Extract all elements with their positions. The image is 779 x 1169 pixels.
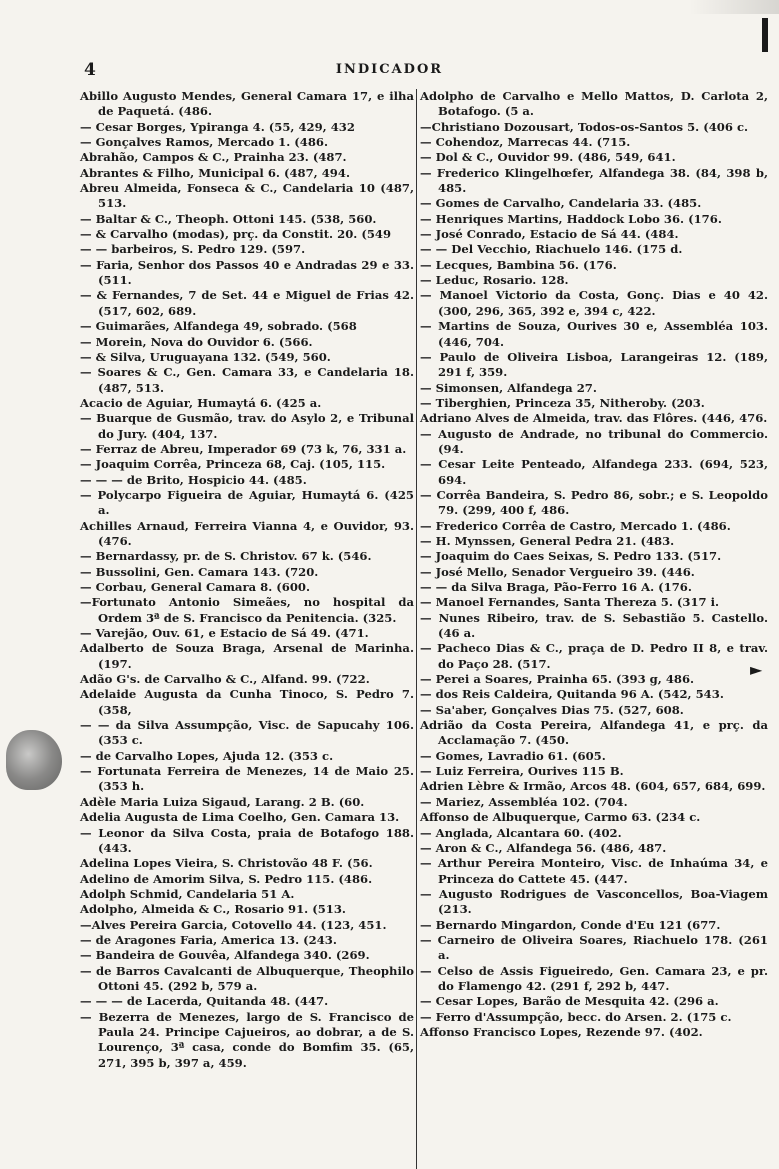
index-entry: — Cohendoz, Marrecas 44. (715.: [420, 135, 631, 150]
index-entry: Affonso de Albuquerque, Carmo 63. (234 c.: [420, 810, 701, 825]
index-entry: — Joaquim Corrêa, Princeza 68, Caj. (105, 115.: [80, 457, 386, 472]
index-entry: — Faria, Senhor dos Passos 40 e Andradas 29 e 33. (511.: [80, 257, 414, 288]
column-divider: [416, 89, 417, 1169]
index-entry: Abrahão, Campos & C., Prainha 23. (487.: [80, 150, 347, 165]
index-entry: — Celso de Assis Figueiredo, Gen. Camara 23, e pr. do Flamengo 42. (291 f, 292 b, 447.: [420, 963, 768, 993]
index-entry: — Soares & C., Gen. Camara 33, e Candelaria 18. (487, 513.: [80, 365, 414, 395]
index-entry: Abrantes & Filho, Municipal 6. (487, 494.: [80, 165, 350, 180]
index-entry: — Bernardassy, pr. de S. Christov. 67 k. (546.: [80, 549, 372, 564]
index-entry: — H. Mynssen, General Pedra 21. (483.: [420, 533, 675, 548]
index-entry: — Gomes, Lavradio 61. (605.: [420, 748, 606, 763]
index-entry: — Corbau, General Camara 8. (600.: [80, 580, 311, 594]
index-entry: — Ferro d'Assumpção, becc. do Arsen. 2. (175 c.: [420, 1009, 732, 1024]
index-entry: — Fortunata Ferreira de Menezes, 14 de Maio 25. (353 h.: [80, 764, 414, 794]
index-entry: — Frederico Corrêa de Castro, Mercado 1. (486.: [420, 518, 731, 533]
index-entry: — Guimarães, Alfandega 49, sobrado. (568: [80, 319, 357, 334]
index-entry: —Christiano Dozousart, Todos-os-Santos 5. (406 c.: [420, 119, 749, 134]
index-entry: — Corrêa Bandeira, S. Pedro 86, sobr.; e S. Leopoldo 79. (299, 400 f, 486.: [420, 487, 768, 518]
index-entry: Adelia Augusta de Lima Coelho, Gen. Camara 13.: [80, 810, 400, 825]
index-entry: — dos Reis Caldeira, Quitanda 96 A. (542, 543.: [420, 687, 724, 702]
index-entry: — de Barros Cavalcanti de Albuquerque, Theophilo Ottoni 45. (292 b, 579 a.: [80, 963, 414, 993]
index-entry: — Varejão, Ouv. 61, e Estacio de Sá 49. (471.: [80, 626, 369, 641]
index-entry: — Arthur Pereira Monteiro, Visc. de Inhaúma 34, e Princeza do Cattete 45. (447.: [420, 856, 768, 886]
index-entry: — Frederico Klingelhœfer, Alfandega 38. (84, 398 b, 485.: [420, 165, 768, 196]
index-entry: — Lecques, Bambina 56. (176.: [420, 257, 617, 272]
index-entry: — Manoel Fernandes, Santa Thereza 5. (317 i.: [420, 595, 720, 610]
index-entry: — & Fernandes, 7 de Set. 44 e Miguel de Frias 42. (517, 602, 689.: [80, 288, 414, 318]
index-entry: — — barbeiros, S. Pedro 129. (597.: [80, 242, 306, 257]
index-entry: Achilles Arnaud, Ferreira Vianna 4, e Ouvidor, 93. (476.: [80, 518, 414, 548]
index-entry: — Manoel Victorio da Costa, Gonç. Dias e 40 42. (300, 296, 365, 392 e, 394 c, 422.: [420, 288, 768, 318]
index-entry: — José Conrado, Estacio de Sá 44. (484.: [420, 227, 679, 242]
index-entry: Abreu Almeida, Fonseca & C., Candelaria 10 (487, 513.: [80, 181, 414, 211]
index-entry: — Bernardo Mingardon, Conde d'Eu 121 (677.: [420, 917, 721, 932]
index-entry: — Paulo de Oliveira Lisboa, Larangeiras 12. (189, 291 f, 359.: [420, 349, 768, 380]
index-entry: — — da Silva Assumpção, Visc. de Sapucahy 106. (353 c.: [80, 718, 414, 748]
index-entry: — Augusto de Andrade, no tribunal do Commercio. (94.: [420, 426, 768, 456]
index-entry: Adelaide Augusta da Cunha Tinoco, S. Pedro 7. (358,: [80, 687, 414, 717]
index-entry: — Ferraz de Abreu, Imperador 69 (73 k, 76, 331 a.: [80, 441, 407, 456]
edge-tab-mark: [762, 18, 768, 52]
index-entry: — Martins de Souza, Ourives 30 e, Assembléa 103. (446, 704.: [420, 319, 768, 349]
index-entry: — Leduc, Rosario. 128.: [420, 273, 569, 288]
index-entry: — — — de Lacerda, Quitanda 48. (447.: [80, 994, 329, 1009]
index-entry: Adelina Lopes Vieira, S. Christovão 48 F. (56.: [80, 856, 373, 871]
index-entry: —Fortunato Antonio Simeães, no hospital da Ordem 3ª de S. Francisco da Penitencia. (325.: [80, 595, 414, 625]
index-entry: — Mariez, Assembléa 102. (704.: [420, 794, 628, 809]
index-entry: — Pacheco Dias & C., praça de D. Pedro II 8, e trav. do Paço 28. (517.: [420, 641, 768, 671]
index-entry: — Nunes Ribeiro, trav. de S. Sebastião 5. Castello. (46 a.: [420, 610, 768, 641]
index-entry: — Leonor da Silva Costa, praia de Botafogo 188. (443.: [80, 825, 414, 855]
left-column: [80, 89, 414, 1071]
index-entry: — Aron & C., Alfandega 56. (486, 487.: [420, 840, 667, 855]
index-entry: — Henriques Martins, Haddock Lobo 36. (176.: [420, 211, 722, 226]
ink-blot-stain: [6, 730, 62, 790]
index-entry: —Alves Pereira Garcia, Cotovello 44. (123, 451.: [80, 917, 387, 932]
index-entry: Adrien Lèbre & Irmão, Arcos 48. (604, 657, 684, 699.: [420, 779, 766, 794]
index-entry: Adriano Alves de Almeida, trav. das Flôres. (446, 476.: [420, 411, 768, 426]
index-entry: — Polycarpo Figueira de Aguiar, Humaytá 6. (425 a.: [80, 487, 414, 518]
corner-stain: [689, 0, 779, 14]
index-entry: — Sa'aber, Gonçalves Dias 75. (527, 608.: [420, 702, 684, 717]
index-entry: — Cesar Borges, Ypiranga 4. (55, 429, 432: [80, 119, 355, 134]
index-entry: — Gonçalves Ramos, Mercado 1. (486.: [80, 135, 328, 150]
index-entry: — de Aragones Faria, America 13. (243.: [80, 932, 337, 947]
page-number: 4: [84, 60, 96, 80]
margin-arrow-icon: ►: [750, 660, 763, 679]
index-entry: — José Mello, Senador Vergueiro 39. (446.: [420, 564, 695, 579]
index-entry: Adrião da Costa Pereira, Alfandega 41, e prç. da Acclamação 7. (450.: [420, 718, 768, 748]
index-entry: — Morein, Nova do Ouvidor 6. (566.: [80, 334, 313, 349]
index-entry: — Carneiro de Oliveira Soares, Riachuelo 178. (261 a.: [420, 932, 768, 963]
index-entry: — Bezerra de Menezes, largo de S. Francisco de Paula 24. Principe Cajueiros, ao dobrar, a de S. Lourenço, 3ª casa, conde do Bomfim 35. (65, 271, 395 b, 397 a, 459.: [80, 1009, 414, 1070]
index-entry: Adolpho, Almeida & C., Rosario 91. (513.: [80, 902, 346, 917]
index-entry: — & Silva, Uruguayana 132. (549, 560.: [80, 349, 331, 364]
index-entry: — Joaquim do Caes Seixas, S. Pedro 133. (517.: [420, 549, 722, 564]
index-entry: Adelino de Amorim Silva, S. Pedro 115. (486.: [80, 871, 373, 886]
index-entry: — Cesar Lopes, Barão de Mesquita 42. (296 a.: [420, 994, 719, 1009]
index-entry: — Luiz Ferreira, Ourives 115 B.: [420, 764, 624, 779]
index-entry: — Baltar & C., Theoph. Ottoni 145. (538, 560.: [80, 211, 377, 226]
index-entry: — — Del Vecchio, Riachuelo 146. (175 d.: [420, 242, 683, 257]
index-entry: — — — de Brito, Hospicio 44. (485.: [80, 472, 307, 487]
index-entry: Acacio de Aguiar, Humaytá 6. (425 a.: [80, 395, 322, 410]
index-entry: Adolpho de Carvalho e Mello Mattos, D. Carlota 2, Botafogo. (5 a.: [420, 89, 768, 119]
index-entry: — de Carvalho Lopes, Ajuda 12. (353 c.: [80, 748, 334, 763]
index-entry: — Buarque de Gusmão, trav. do Asylo 2, e Tribunal do Jury. (404, 137.: [80, 411, 414, 441]
index-entry: — Augusto Rodrigues de Vasconcellos, Boa-Viagem (213.: [420, 886, 768, 917]
right-column: [420, 89, 768, 1040]
index-entry: Abillo Augusto Mendes, General Camara 17, e ilha de Paquetá. (486.: [80, 89, 414, 119]
index-entry: — Anglada, Alcantara 60. (402.: [420, 825, 622, 840]
index-entry: — Bandeira de Gouvêa, Alfandega 340. (269.: [80, 948, 370, 963]
index-entry: Adalberto de Souza Braga, Arsenal de Marinha. (197.: [80, 641, 414, 671]
index-entry: — Dol & C., Ouvidor 99. (486, 549, 641.: [420, 150, 676, 165]
index-entry: — Bussolini, Gen. Camara 143. (720.: [80, 564, 319, 579]
running-header: INDICADOR: [335, 62, 444, 77]
index-entry: Adão G's. de Carvalho & C., Alfand. 99. (722.: [80, 672, 370, 687]
index-entry: — Cesar Leite Penteado, Alfandega 233. (694, 523, 694.: [420, 457, 768, 487]
index-entry: Adèle Maria Luiza Sigaud, Larang. 2 B. (60.: [80, 794, 365, 809]
index-entry: — — da Silva Braga, Pão-Ferro 16 A. (176.: [420, 580, 692, 594]
index-entry: — Gomes de Carvalho, Candelaria 33. (485.: [420, 196, 702, 211]
index-entry: — Perei a Soares, Prainha 65. (393 g, 486.: [420, 672, 695, 687]
index-entry: — Simonsen, Alfandega 27.: [420, 380, 597, 395]
index-entry: — Tiberghien, Princeza 35, Nitheroby. (203.: [420, 395, 705, 410]
index-entry: — & Carvalho (modas), prç. da Constit. 20. (549: [80, 227, 392, 242]
index-entry: Adolph Schmid, Candelaria 51 A.: [80, 886, 295, 901]
index-entry: Affonso Francisco Lopes, Rezende 97. (402.: [420, 1024, 703, 1039]
